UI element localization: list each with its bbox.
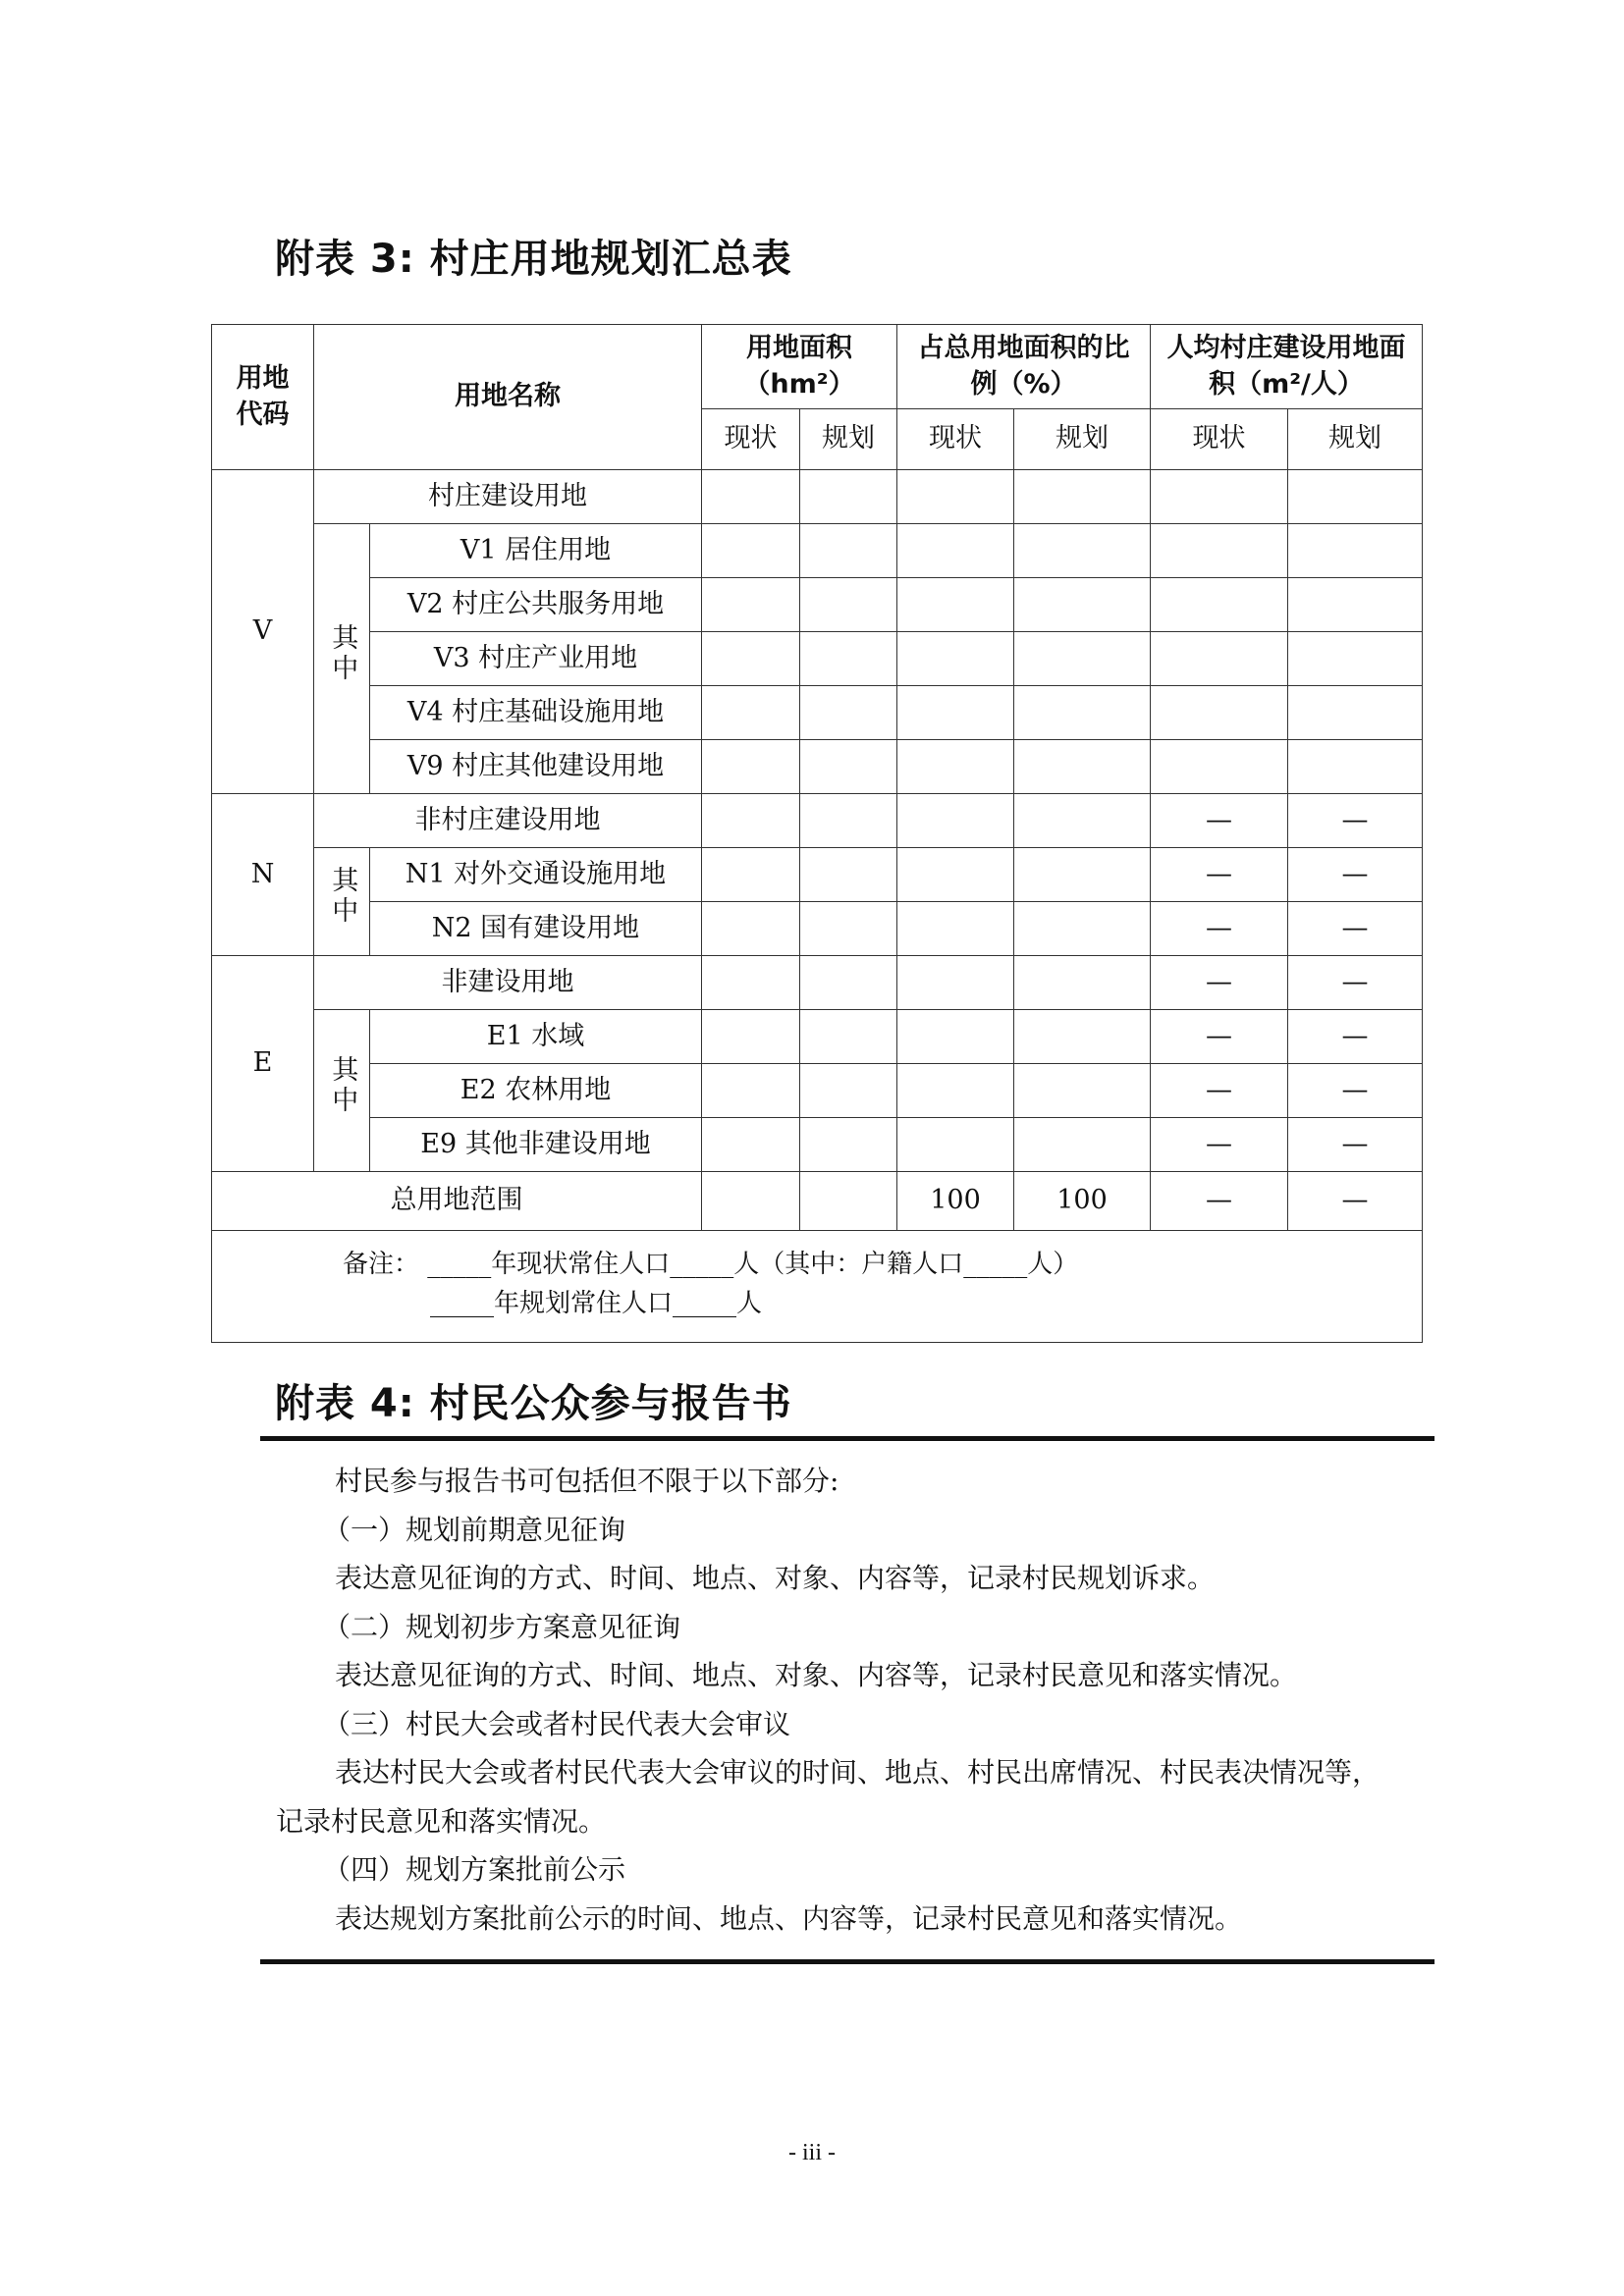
report-section-body: 表达意见征询的方式、时间、地点、对象、内容等，记录村民规划诉求。 bbox=[335, 1562, 1216, 1594]
value-cell bbox=[800, 956, 897, 1010]
dash-cell: — bbox=[1288, 1118, 1423, 1172]
report-section-heading: （二）规划初步方案意见征询 bbox=[323, 1610, 681, 1643]
value-cell bbox=[800, 1064, 897, 1118]
value-cell bbox=[1014, 848, 1151, 902]
participation-report bbox=[260, 1457, 1435, 1943]
value-cell bbox=[897, 578, 1014, 632]
value-cell bbox=[1014, 1010, 1151, 1064]
value-cell bbox=[1014, 956, 1151, 1010]
value-cell bbox=[702, 524, 800, 578]
value-cell bbox=[702, 740, 800, 794]
value-cell bbox=[800, 1172, 897, 1231]
land-code: E bbox=[212, 956, 314, 1172]
value-cell bbox=[897, 1064, 1014, 1118]
note-line-1: 备注： _____年现状常住人口_____人（其中：户籍人口_____人） bbox=[343, 1250, 1079, 1279]
value-cell bbox=[800, 578, 897, 632]
dash-cell: — bbox=[1151, 1010, 1288, 1064]
table-row bbox=[212, 740, 1423, 794]
qizhong-text: 其中 bbox=[327, 1054, 358, 1116]
land-code: V bbox=[212, 470, 314, 794]
header-area-planned: 规划 bbox=[800, 409, 897, 470]
value-cell bbox=[1014, 1064, 1151, 1118]
table-row bbox=[212, 524, 1423, 578]
land-category: 村庄建设用地 bbox=[314, 470, 702, 524]
value-cell bbox=[800, 686, 897, 740]
dash-cell: — bbox=[1288, 794, 1423, 848]
report-top-rule bbox=[260, 1436, 1435, 1441]
value-cell bbox=[702, 1010, 800, 1064]
value-cell bbox=[897, 848, 1014, 902]
value-cell bbox=[800, 902, 897, 956]
value-cell bbox=[800, 470, 897, 524]
land-subcategory: V3 村庄产业用地 bbox=[370, 632, 702, 686]
qizhong-label bbox=[314, 848, 370, 956]
report-section-heading: （一）规划前期意见征询 bbox=[323, 1513, 626, 1546]
value-cell bbox=[800, 632, 897, 686]
qizhong-label bbox=[314, 1010, 370, 1172]
value-cell bbox=[1288, 686, 1423, 740]
total-label: 总用地范围 bbox=[212, 1172, 702, 1231]
dash-cell: — bbox=[1288, 1172, 1423, 1231]
value-cell bbox=[800, 740, 897, 794]
land-subcategory: E1 水域 bbox=[370, 1010, 702, 1064]
value-cell bbox=[702, 470, 800, 524]
value-cell bbox=[702, 1118, 800, 1172]
report-section-heading: （四）规划方案批前公示 bbox=[323, 1853, 626, 1886]
value-cell bbox=[702, 1172, 800, 1231]
report-section-body: 表达规划方案批前公示的时间、地点、内容等，记录村民意见和落实情况。 bbox=[335, 1901, 1243, 1935]
value-cell bbox=[800, 1118, 897, 1172]
value-cell bbox=[1288, 524, 1423, 578]
value-cell bbox=[702, 578, 800, 632]
header-name: 用地名称 bbox=[314, 325, 702, 470]
value-cell bbox=[1151, 740, 1288, 794]
value-cell bbox=[897, 902, 1014, 956]
value-cell bbox=[1151, 632, 1288, 686]
value-cell bbox=[1151, 470, 1288, 524]
qizhong-text: 其中 bbox=[327, 866, 358, 928]
value-cell bbox=[702, 632, 800, 686]
value-cell bbox=[897, 1118, 1014, 1172]
value-cell bbox=[1288, 578, 1423, 632]
value-cell bbox=[897, 686, 1014, 740]
qizhong-label bbox=[314, 524, 370, 794]
header-area: 用地面积（hm²） bbox=[702, 325, 897, 409]
dash-cell: — bbox=[1151, 1118, 1288, 1172]
value-cell bbox=[1014, 470, 1151, 524]
table-row bbox=[212, 1010, 1423, 1064]
dash-cell: — bbox=[1151, 902, 1288, 956]
qizhong-text: 其中 bbox=[327, 622, 358, 684]
value-cell bbox=[897, 524, 1014, 578]
dash-cell: — bbox=[1151, 1172, 1288, 1231]
value-cell bbox=[702, 848, 800, 902]
appendix3-title: 附表 3: 村庄用地规划汇总表 bbox=[275, 237, 792, 282]
land-subcategory: E2 农林用地 bbox=[370, 1064, 702, 1118]
appendix4-title: 附表 4: 村民公众参与报告书 bbox=[275, 1381, 792, 1426]
total-ratio-planned: 100 bbox=[1014, 1172, 1151, 1231]
note-row bbox=[212, 1231, 1423, 1343]
value-cell bbox=[800, 1010, 897, 1064]
value-cell bbox=[1014, 902, 1151, 956]
land-subcategory: N1 对外交通设施用地 bbox=[370, 848, 702, 902]
value-cell bbox=[1151, 686, 1288, 740]
report-bottom-rule bbox=[260, 1959, 1435, 1964]
dash-cell: — bbox=[1151, 794, 1288, 848]
dash-cell: — bbox=[1288, 956, 1423, 1010]
value-cell bbox=[897, 794, 1014, 848]
table-row bbox=[212, 848, 1423, 902]
land-subcategory: V9 村庄其他建设用地 bbox=[370, 740, 702, 794]
value-cell bbox=[1014, 1118, 1151, 1172]
land-subcategory: V4 村庄基础设施用地 bbox=[370, 686, 702, 740]
header-ratio-current: 现状 bbox=[897, 409, 1014, 470]
page-number: - iii - bbox=[788, 2140, 836, 2165]
value-cell bbox=[897, 632, 1014, 686]
total-row bbox=[212, 1172, 1423, 1231]
land-subcategory: V1 居住用地 bbox=[370, 524, 702, 578]
land-subcategory: V2 村庄公共服务用地 bbox=[370, 578, 702, 632]
table-row bbox=[212, 794, 1423, 848]
value-cell bbox=[897, 470, 1014, 524]
report-section-body: 记录村民意见和落实情况。 bbox=[276, 1804, 607, 1838]
table-row bbox=[212, 686, 1423, 740]
value-cell bbox=[800, 524, 897, 578]
dash-cell: — bbox=[1288, 848, 1423, 902]
dash-cell: — bbox=[1288, 1064, 1423, 1118]
value-cell bbox=[1151, 524, 1288, 578]
value-cell bbox=[1288, 470, 1423, 524]
header-per-capita-planned: 规划 bbox=[1288, 409, 1423, 470]
value-cell bbox=[1288, 632, 1423, 686]
land-subcategory: N2 国有建设用地 bbox=[370, 902, 702, 956]
value-cell bbox=[897, 956, 1014, 1010]
dash-cell: — bbox=[1288, 1010, 1423, 1064]
report-section-heading: （三）村民大会或者村民代表大会审议 bbox=[323, 1707, 791, 1740]
value-cell bbox=[702, 956, 800, 1010]
value-cell bbox=[702, 794, 800, 848]
note-cell bbox=[212, 1231, 1423, 1343]
table-row bbox=[212, 956, 1423, 1010]
value-cell bbox=[1014, 578, 1151, 632]
header-ratio-planned: 规划 bbox=[1014, 409, 1151, 470]
value-cell bbox=[800, 794, 897, 848]
value-cell bbox=[1014, 632, 1151, 686]
report-section-body: 表达意见征询的方式、时间、地点、对象、内容等，记录村民意见和落实情况。 bbox=[335, 1659, 1298, 1691]
value-cell bbox=[1014, 686, 1151, 740]
report-sections bbox=[260, 1506, 1435, 1944]
header-per-capita: 人均村庄建设用地面积（m²/人） bbox=[1151, 325, 1423, 409]
land-category: 非建设用地 bbox=[314, 956, 702, 1010]
dash-cell: — bbox=[1288, 902, 1423, 956]
header-ratio: 占总用地面积的比例（%） bbox=[897, 325, 1151, 409]
note-line-2: _____年规划常住人口_____人 bbox=[430, 1289, 763, 1318]
header-code: 用地代码 bbox=[212, 325, 314, 470]
header-area-current: 现状 bbox=[702, 409, 800, 470]
dash-cell: — bbox=[1151, 956, 1288, 1010]
value-cell bbox=[897, 740, 1014, 794]
value-cell bbox=[702, 902, 800, 956]
report-intro: 村民参与报告书可包括但不限于以下部分: bbox=[335, 1465, 839, 1497]
header-per-capita-current: 现状 bbox=[1151, 409, 1288, 470]
value-cell bbox=[800, 848, 897, 902]
total-ratio-current: 100 bbox=[897, 1172, 1014, 1231]
land-use-summary-table bbox=[211, 324, 1423, 1343]
dash-cell: — bbox=[1151, 848, 1288, 902]
table-row bbox=[212, 578, 1423, 632]
value-cell bbox=[1288, 740, 1423, 794]
table-row bbox=[212, 902, 1423, 956]
table-row bbox=[212, 470, 1423, 524]
table-row bbox=[212, 632, 1423, 686]
dash-cell: — bbox=[1151, 1064, 1288, 1118]
land-category: 非村庄建设用地 bbox=[314, 794, 702, 848]
value-cell bbox=[1014, 794, 1151, 848]
table-row bbox=[212, 1118, 1423, 1172]
table-row bbox=[212, 1064, 1423, 1118]
value-cell bbox=[1151, 578, 1288, 632]
report-section-body: 表达村民大会或者村民代表大会审议的时间、地点、村民出席情况、村民表决情况等， bbox=[335, 1756, 1380, 1789]
value-cell bbox=[1014, 524, 1151, 578]
value-cell bbox=[1014, 740, 1151, 794]
value-cell bbox=[897, 1010, 1014, 1064]
land-code: N bbox=[212, 794, 314, 956]
value-cell bbox=[702, 1064, 800, 1118]
land-subcategory: E9 其他非建设用地 bbox=[370, 1118, 702, 1172]
value-cell bbox=[702, 686, 800, 740]
